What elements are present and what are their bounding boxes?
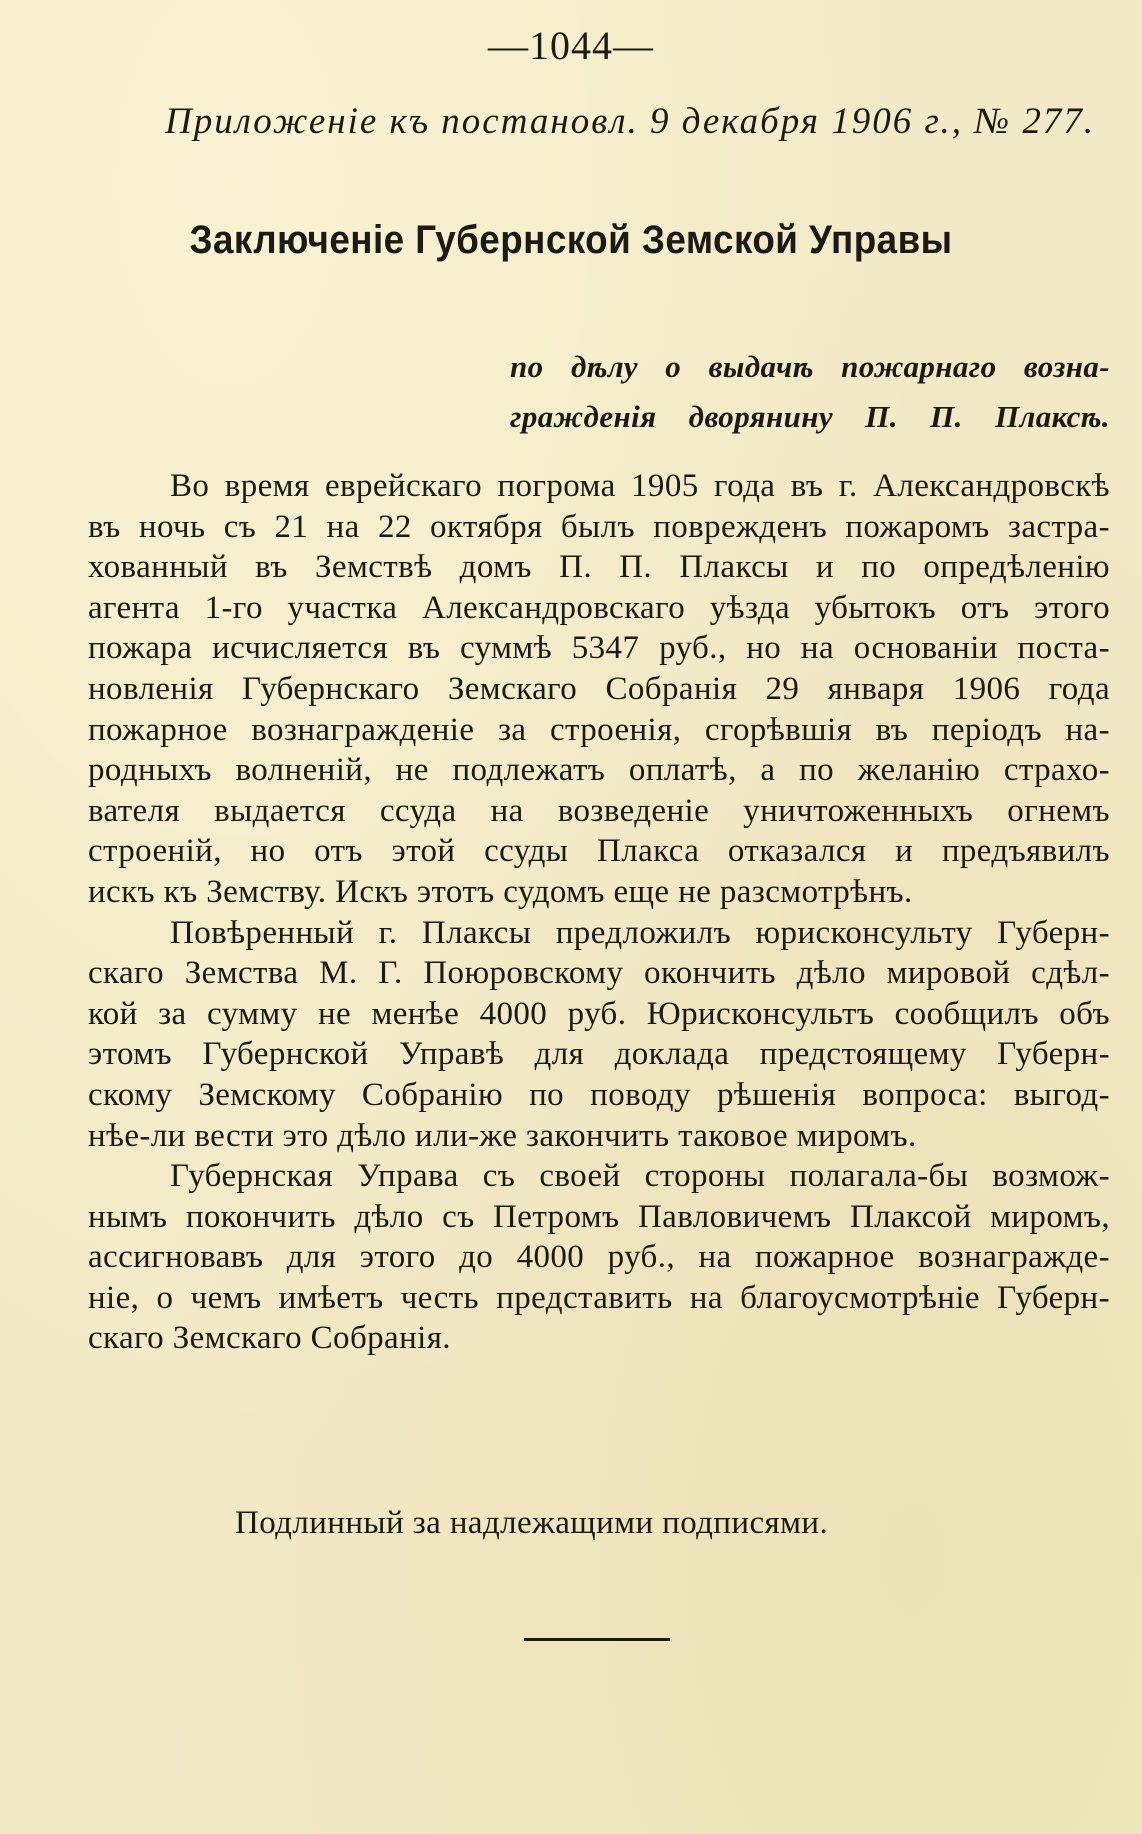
document-subtitle bbox=[510, 342, 1110, 442]
body-line: скому Земскому Собранію по поводу рѣшенія вопроса: выгод- bbox=[88, 1076, 1110, 1113]
body-line: скаго Земства М. Г. Поюровскому окончить дѣло мировой сдѣл- bbox=[88, 955, 1110, 992]
body-line: строеній, но отъ этой ссуды Плакса отказался и предъявилъ bbox=[88, 833, 1110, 870]
body-line: искъ къ Земству. Искъ этотъ судомъ еще не разсмотрѣнъ. bbox=[88, 873, 913, 910]
document-title: Заключеніе Губернской Земской Управы bbox=[189, 218, 953, 262]
body-line: въ ночь съ 21 на 22 октября былъ поврежденъ пожаромъ застра- bbox=[88, 508, 1110, 545]
closing-rule bbox=[524, 1638, 670, 1641]
subtitle-line: гражденія дворянину П. П. Плаксѣ. bbox=[510, 399, 1110, 434]
body-line: этомъ Губернской Управѣ для доклада предстоящему Губерн- bbox=[88, 1036, 1110, 1073]
body-line: скаго Земскаго Собранія. bbox=[88, 1320, 451, 1357]
body-line: Губернская Управа съ своей стороны полагала-бы возмож- bbox=[170, 1158, 1110, 1195]
body-line: родныхъ волненій, не подлежатъ оплатѣ, а по желанію страхо- bbox=[88, 752, 1110, 789]
body-line: пожарное вознагражденіе за строенія, сгорѣвшія въ періодъ на- bbox=[88, 711, 1110, 748]
subtitle-line: по дѣлу о выдачѣ пожарнаго возна- bbox=[510, 349, 1110, 384]
document-body bbox=[88, 466, 1110, 1359]
page-number: —1044— bbox=[488, 23, 654, 68]
body-line: нѣе-ли вести это дѣло или-же закончить таковое миромъ. bbox=[88, 1117, 917, 1154]
appendix-reference: Приложеніе къ постановл. 9 декабря 1906 г., № 277. bbox=[165, 101, 1096, 142]
body-line: ніе, о чемъ имѣетъ честь представить на благоусмотрѣніе Губерн- bbox=[88, 1279, 1110, 1316]
body-line: новленія Губернскаго Земскаго Собранія 29 января 1906 года bbox=[88, 670, 1110, 707]
body-line: хованный въ Земствѣ домъ П. П. Плаксы и по опредѣленію bbox=[88, 549, 1110, 586]
body-line: кой за сумму не менѣе 4000 руб. Юрисконсультъ сообщилъ объ bbox=[88, 995, 1110, 1032]
body-line: агента 1-го участка Александровскаго уѣзда убытокъ отъ этого bbox=[88, 589, 1110, 626]
body-line: пожара исчисляется въ суммѣ 5347 руб., но на основаніи поста- bbox=[88, 630, 1110, 667]
body-line: вателя выдается ссуда на возведеніе уничтоженныхъ огнемъ bbox=[88, 792, 1110, 829]
body-line: Повѣренный г. Плаксы предложилъ юрисконсульту Губерн- bbox=[170, 914, 1110, 951]
body-line: Во время еврейскаго погрома 1905 года въ г. Александровскѣ bbox=[170, 468, 1110, 504]
original-signatures-note: Подлинный за надлежащими подписями. bbox=[235, 1505, 829, 1541]
body-line: ассигновавъ для этого до 4000 руб., на пожарное вознагражде- bbox=[88, 1239, 1110, 1276]
body-line: нымъ покончить дѣло съ Петромъ Павловичемъ Плаксой миромъ, bbox=[88, 1198, 1110, 1235]
